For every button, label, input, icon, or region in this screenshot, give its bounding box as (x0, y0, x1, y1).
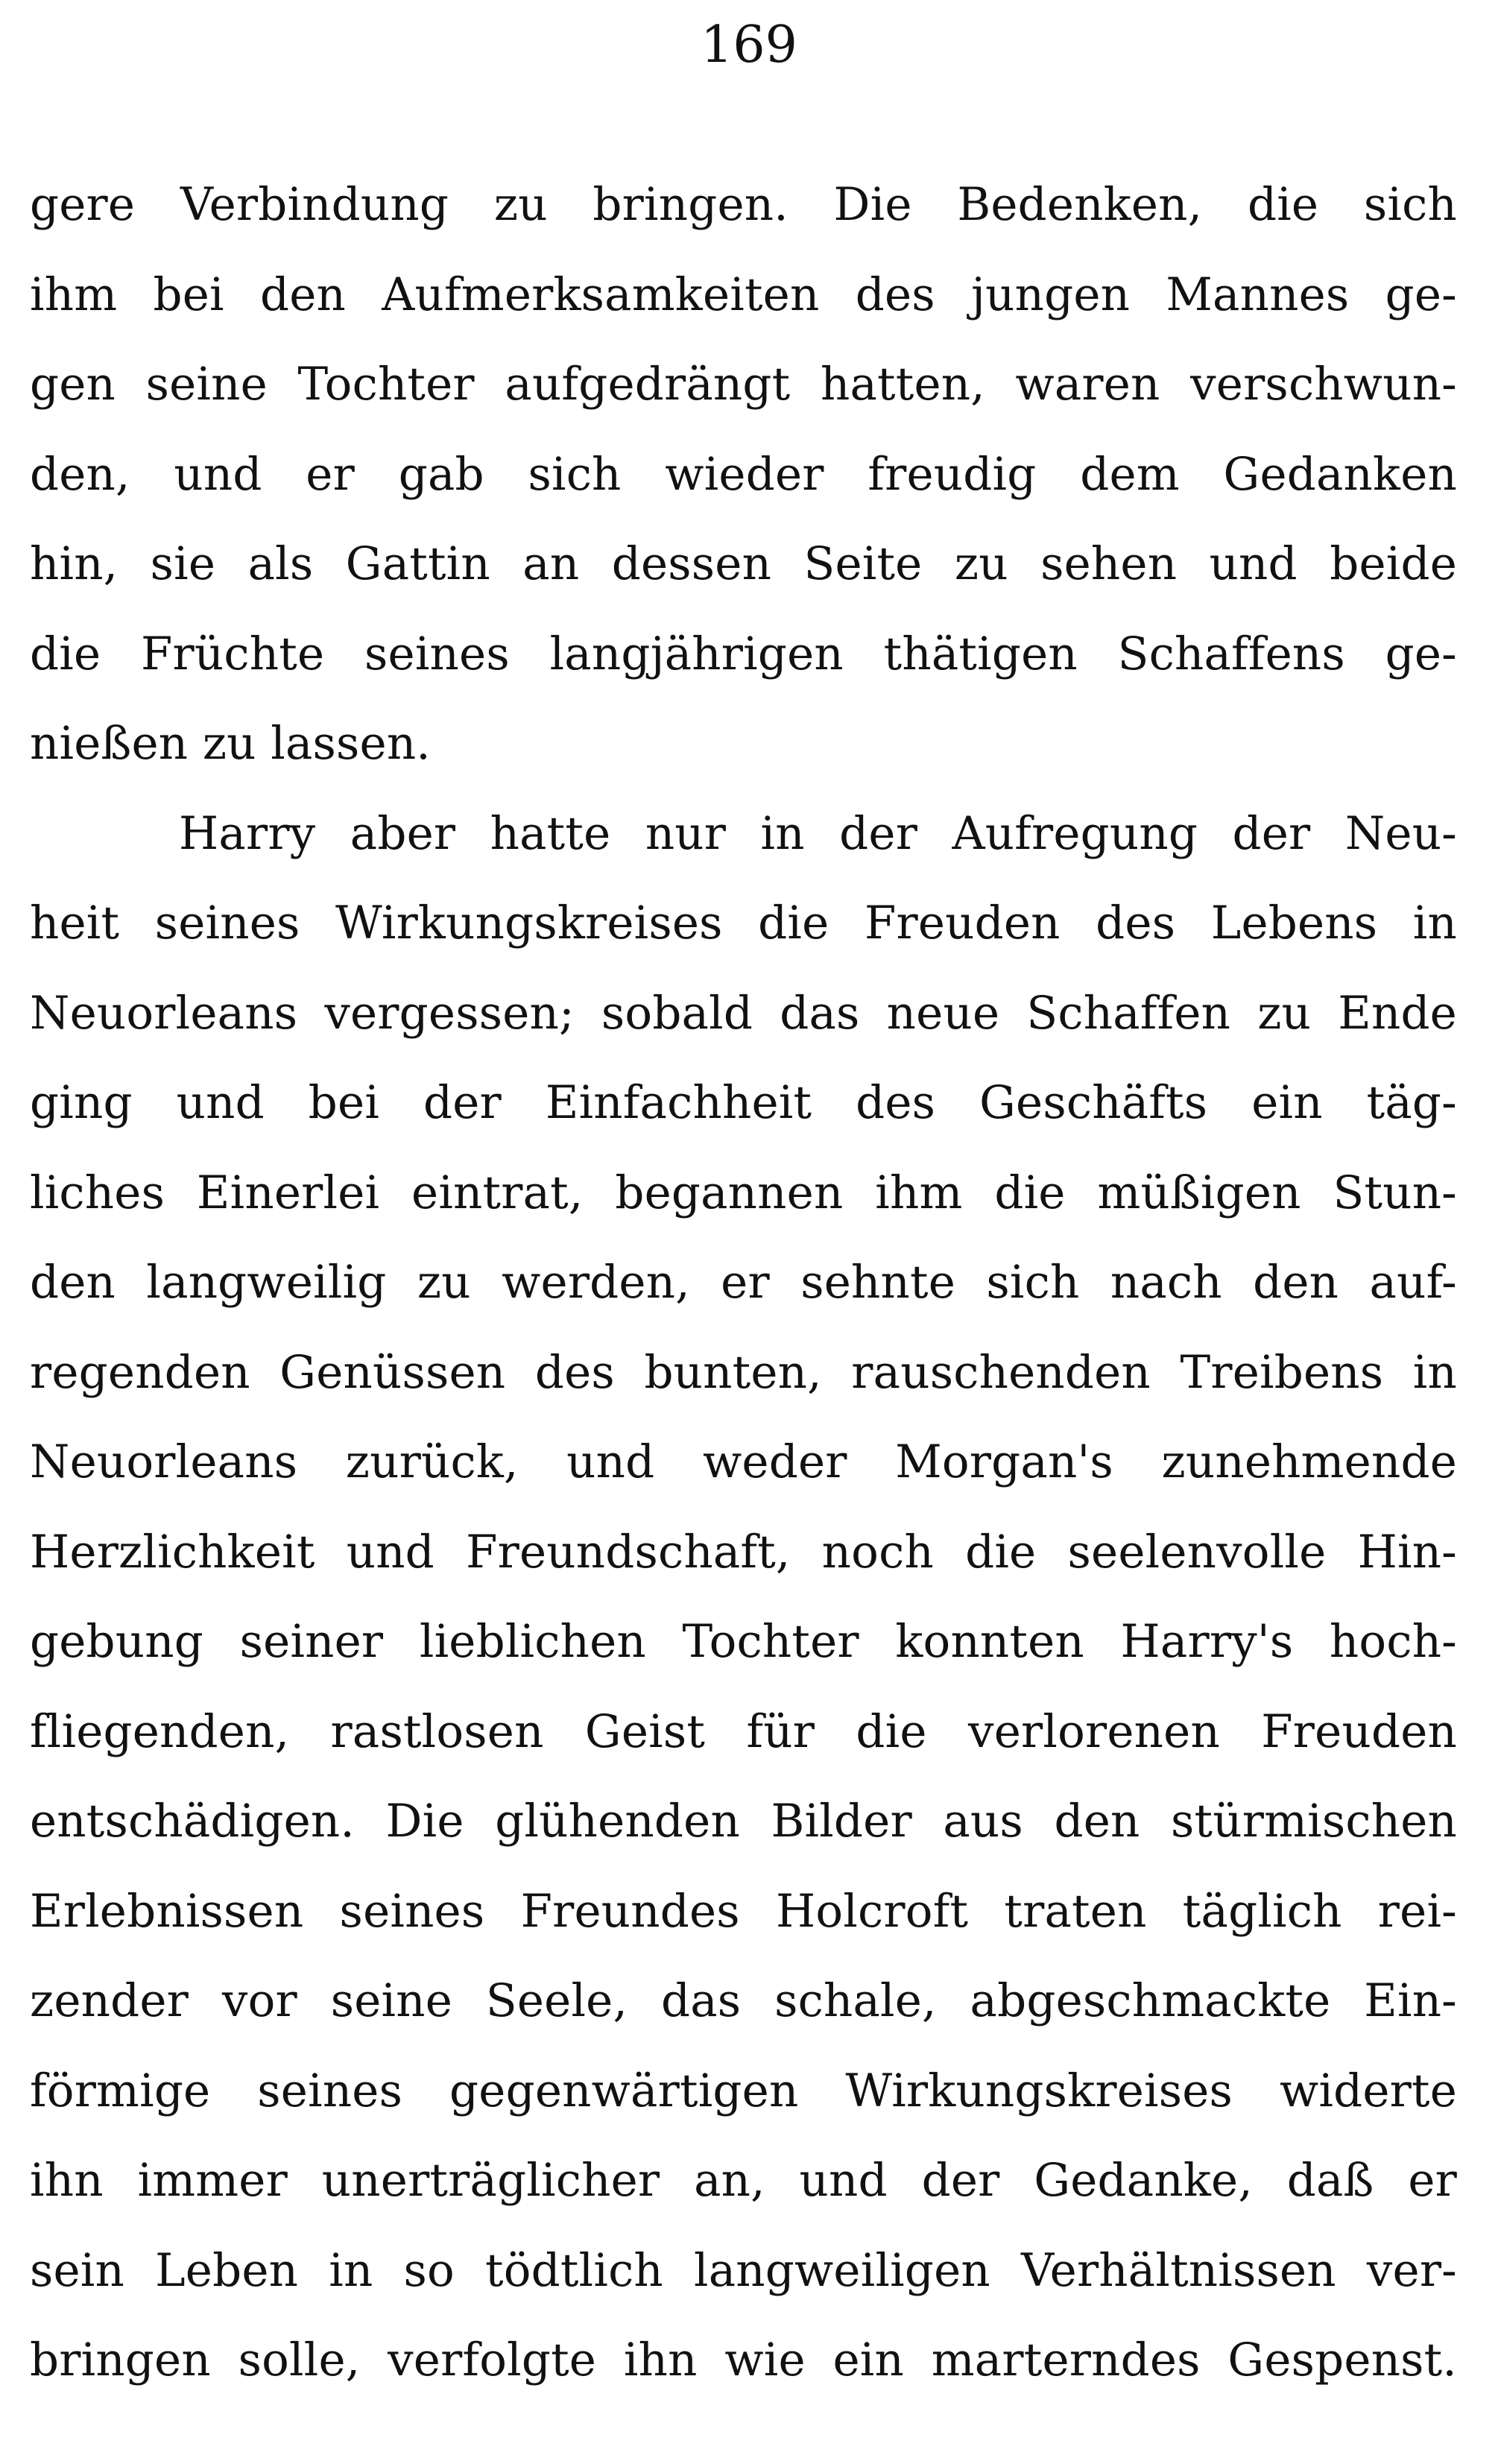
text-line: die Früchte seines langjährigen thätigen Schaffens ge- (30, 627, 1457, 680)
text-line: entschädigen. Die glühenden Bilder aus den stürmischen (30, 1795, 1457, 1848)
paragraph (30, 789, 1457, 2406)
body-text (30, 160, 1457, 2406)
text-line: heit seines Wirkungskreises die Freuden des Lebens in (30, 897, 1457, 950)
text-line: hin, sie als Gattin an dessen Seite zu sehen und beide (30, 537, 1457, 590)
page-number: 169 (701, 16, 797, 75)
text-line: gen seine Tochter aufgedrängt hatten, waren verschwun- (30, 358, 1457, 411)
text-line: Harry aber hatte nur in der Aufregung der Neu- (179, 806, 1457, 860)
text-line: Neuorleans zurück, und weder Morgan's zunehmende (30, 1435, 1457, 1488)
text-line: zender vor seine Seele, das schale, abgeschmackte Ein- (30, 1974, 1457, 2027)
text-line: bringen solle, verfolgte ihn wie ein marterndes Gespenst. (30, 2334, 1457, 2386)
text-line: Herzlichkeit und Freundschaft, noch die seelenvolle Hin- (30, 1525, 1457, 1579)
text-line: gebung seiner lieblichen Tochter konnten Harry's hoch- (30, 1615, 1457, 1668)
text-line: förmige seines gegenwärtigen Wirkungskreises widerte (30, 2064, 1457, 2117)
text-line: Neuorleans vergessen; sobald das neue Schaffen zu Ende (30, 986, 1457, 1040)
text-line: nießen zu lassen. (30, 717, 431, 770)
text-line: fliegenden, rastlosen Geist für die verlorenen Freuden (30, 1705, 1457, 1758)
text-line: ihm bei den Aufmerksamkeiten des jungen Mannes ge- (30, 268, 1457, 321)
text-line: ging und bei der Einfachheit des Geschäfts ein täg- (30, 1076, 1457, 1129)
text-line: regenden Genüssen des bunten, rauschenden Treibens in (30, 1345, 1457, 1399)
text-line: gere Verbindung zu bringen. Die Bedenken, die sich (30, 178, 1457, 231)
text-line: liches Einerlei eintrat, begannen ihm die müßigen Stun- (30, 1166, 1457, 1219)
text-line: Erlebnissen seines Freundes Holcroft traten täglich rei- (30, 1884, 1457, 1938)
text-line: den langweilig zu werden, er sehnte sich nach den auf- (30, 1256, 1457, 1309)
text-line: sein Leben in so tödtlich langweiligen Verhältnissen ver- (30, 2243, 1457, 2297)
text-line: ihn immer unerträglicher an, und der Gedanke, daß er (30, 2154, 1457, 2207)
text-line: den, und er gab sich wieder freudig dem Gedanken (30, 447, 1457, 501)
paragraph (30, 160, 1457, 789)
